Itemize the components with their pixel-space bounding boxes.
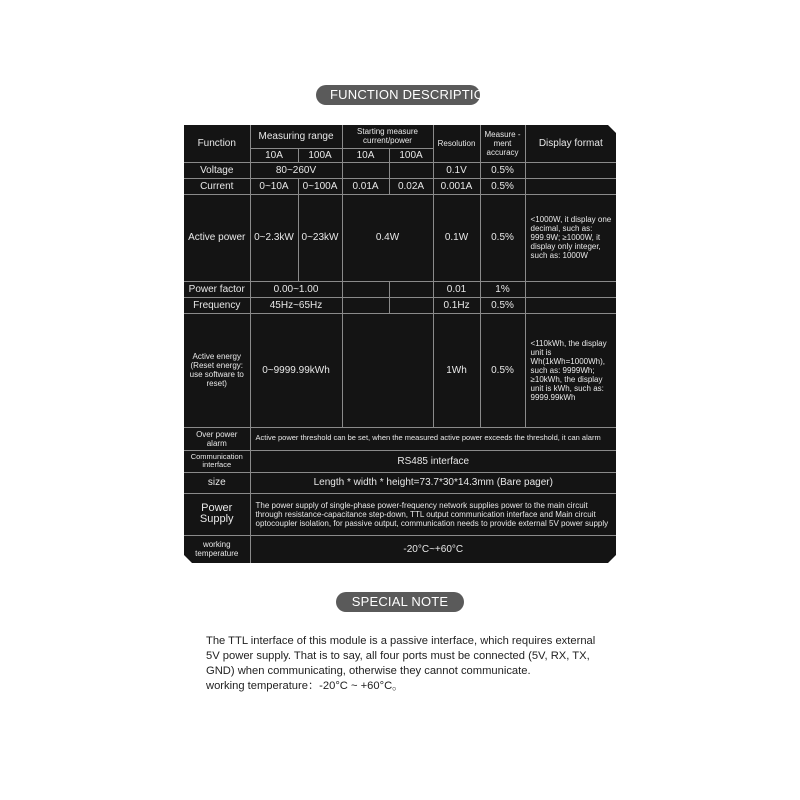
row-voltage — [184, 162, 616, 178]
active-energy-resolution: 1Wh — [433, 313, 480, 427]
frequency-range: 45Hz~65Hz — [250, 297, 342, 313]
active-power-resolution: 0.1W — [433, 194, 480, 281]
active-power-label: Active power — [184, 194, 250, 281]
row-size — [184, 472, 616, 493]
working-temp-label: working temperature — [184, 535, 250, 563]
spec-table — [184, 125, 616, 563]
subheader-10a: 10A — [250, 148, 298, 162]
active-power-range-10a: 0~2.3kW — [250, 194, 298, 281]
note-line-1: The TTL interface of this module is a passive interface, which requires external — [206, 635, 596, 647]
current-range-100a: 0~100A — [298, 178, 342, 194]
active-energy-range: 0~9999.99kWh — [250, 313, 342, 427]
header-display-format: Display format — [525, 125, 616, 162]
special-note-text — [206, 634, 606, 694]
current-accuracy: 0.5% — [480, 178, 525, 194]
row-power-supply — [184, 493, 616, 535]
voltage-resolution: 0.1V — [433, 162, 480, 178]
note-line-4: working temperature：-20°C ~ +60°C。 — [206, 680, 404, 692]
subheader-100a: 100A — [298, 148, 342, 162]
active-energy-display: <110kWh, the display unit is Wh(1kWh=1000Wh), such as: 9999Wh; ≥10kWh, the display unit is kWh, such as: 9999.99kWh — [525, 313, 616, 427]
subheader-start-10a: 10A — [342, 148, 389, 162]
power-factor-resolution: 0.01 — [433, 281, 480, 297]
current-resolution: 0.001A — [433, 178, 480, 194]
row-communication — [184, 450, 616, 472]
power-factor-label: Power factor — [184, 281, 250, 297]
power-factor-accuracy: 1% — [480, 281, 525, 297]
active-energy-accuracy: 0.5% — [480, 313, 525, 427]
communication-value: RS485 interface — [250, 450, 616, 472]
active-power-display: <1000W, it display one decimal, such as: 999.9W; ≥1000W, it display only integer, such as: 1000W — [525, 194, 616, 281]
header-resolution: Resolution — [433, 125, 480, 162]
frequency-accuracy: 0.5% — [480, 297, 525, 313]
header-measuring-range: Measuring range — [250, 125, 342, 148]
header-function: Function — [184, 125, 250, 162]
voltage-accuracy: 0.5% — [480, 162, 525, 178]
power-factor-range: 0.00~1.00 — [250, 281, 342, 297]
size-value: Length * width * height=73.7*30*14.3mm (Bare pager) — [250, 472, 616, 493]
row-active-power — [184, 194, 616, 281]
table-header-row — [184, 125, 616, 148]
special-note-heading: SPECIAL NOTE — [336, 592, 464, 612]
row-power-factor — [184, 281, 616, 297]
header-starting-measure: Starting measure current/power — [342, 125, 433, 148]
over-power-value: Active power threshold can be set, when the measured active power exceeds the threshold, it can alarm — [250, 427, 616, 450]
frequency-resolution: 0.1Hz — [433, 297, 480, 313]
row-current — [184, 178, 616, 194]
row-active-energy — [184, 313, 616, 427]
active-power-start: 0.4W — [342, 194, 433, 281]
row-working-temperature — [184, 535, 616, 563]
over-power-label: Over power alarm — [184, 427, 250, 450]
power-supply-value: The power supply of single-phase power-frequency network supplies power to the main circuit through resistance-capacitance step-down, TTL output communication interface and Main circuit optocoupler isolation, for passive output, communication needs to provide external 5V power supply — [250, 493, 616, 535]
power-supply-label: Power Supply — [184, 493, 250, 535]
current-label: Current — [184, 178, 250, 194]
active-power-accuracy: 0.5% — [480, 194, 525, 281]
subheader-start-100a: 100A — [389, 148, 433, 162]
note-line-2: 5V power supply. That is to say, all four ports must be connected (5V, RX, TX, — [206, 650, 590, 662]
row-frequency — [184, 297, 616, 313]
size-label: size — [184, 472, 250, 493]
note-line-3: GND) when communicating, otherwise they cannot communicate. — [206, 665, 531, 677]
communication-label: Communication interface — [184, 450, 250, 472]
active-energy-label: Active energy (Reset energy: use software to reset) — [184, 313, 250, 427]
function-description-heading: FUNCTION DESCRIPTION — [316, 85, 480, 105]
voltage-label: Voltage — [184, 162, 250, 178]
frequency-label: Frequency — [184, 297, 250, 313]
current-start-100a: 0.02A — [389, 178, 433, 194]
current-range-10a: 0~10A — [250, 178, 298, 194]
voltage-range: 80~260V — [250, 162, 342, 178]
row-over-power-alarm — [184, 427, 616, 450]
current-start-10a: 0.01A — [342, 178, 389, 194]
header-accuracy: Measure -ment accuracy — [480, 125, 525, 162]
working-temp-value: -20°C~+60°C — [250, 535, 616, 563]
active-power-range-100a: 0~23kW — [298, 194, 342, 281]
